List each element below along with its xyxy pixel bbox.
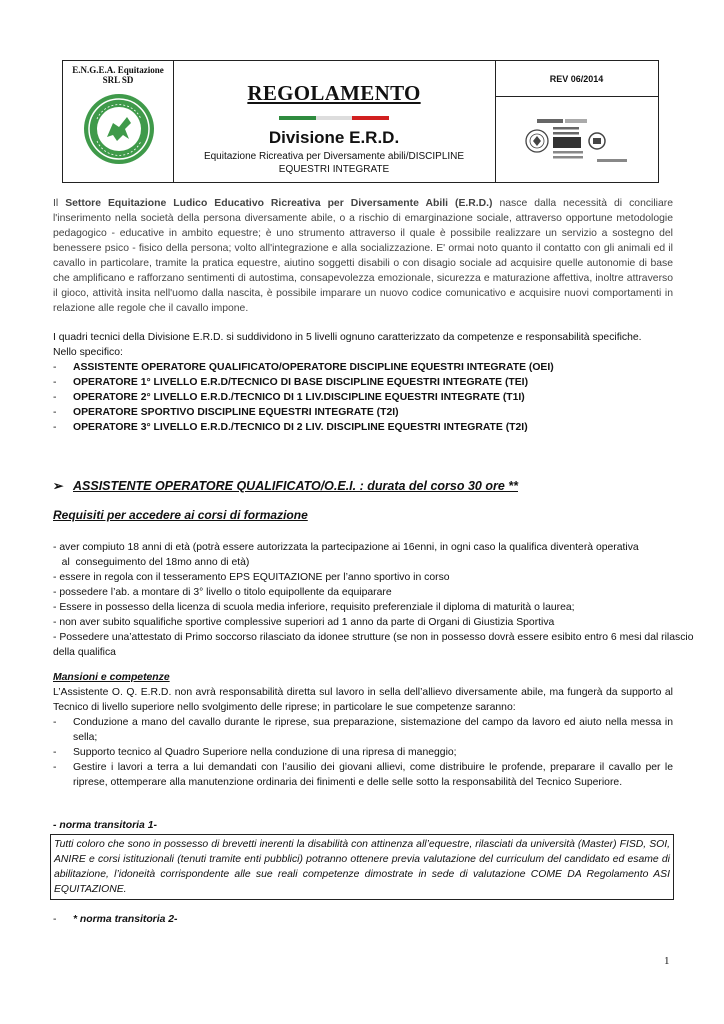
level-item: - ASSISTENTE OPERATORE QUALIFICATO/OPERATORE DISCIPLINE EQUESTRI INTEGRATE (OEI) xyxy=(53,360,673,375)
requirement-item: - Possedere una’attestato di Primo soccorso rilasciato da idonee strutture (se non in possesso dovrà essere esibito entro 6 mesi dal rilascio della qualifica xyxy=(53,632,694,658)
arrow-bullet-icon: ➢ xyxy=(53,479,64,493)
revision-cell xyxy=(495,61,658,182)
norm-1-box: Tutti coloro che sono in possesso di brevetti inerenti la disabilità con attinenza all’equestre, rilasciati da università (Master) FISD, SOI, ANIRE e corsi istituzionali (tenuti tramite enti pubblici) potranno ottenere previa valutazione del curriculum del candidato ed esame di abilitazione, l’idoneità corrispondente alle sue reali competenze dimostrate in sede di valutazione COME DA Regolamento ASI EQUITAZIONE. xyxy=(50,834,674,900)
revision-divider xyxy=(495,96,658,97)
org-name xyxy=(63,65,173,85)
norm-2-heading: * norma transitoria 2- xyxy=(73,914,178,925)
requirement-item: al conseguimento del 18mo anno di età) xyxy=(53,557,250,568)
levels-specific: Nello specifico: xyxy=(53,347,123,358)
duties-section xyxy=(53,670,673,790)
italian-flag-line xyxy=(279,116,389,120)
division-description: Equitazione Ricreativa per Diversamente abili/DISCIPLINE EQUESTRI INTEGRATE xyxy=(203,151,465,175)
levels-text: I quadri tecnici della Divisione E.R.D. si suddividono in 5 livelli ognuno caratterizzato da competenze e responsabilità specifiche. xyxy=(53,332,642,343)
levels-section xyxy=(53,330,673,435)
section-title: ASSISTENTE OPERATORE QUALIFICATO/O.E.I. : durata del corso 30 ore ** xyxy=(73,479,518,493)
levels-list xyxy=(53,360,673,435)
flag-green xyxy=(279,116,316,120)
requirement-item: - essere in regola con il tesseramento EPS EQUITAZIONE per l’anno sportivo in corso xyxy=(53,572,450,583)
org-line-2: SRL SD xyxy=(102,75,134,85)
page-number: 1 xyxy=(664,955,670,967)
duty-item: - Gestire i lavori a terra a lui demandati con l’ausilio dei giovani allievi, come distribuire le profende, preparare il cavallo per le riprese, ottemperare alla manutenzione ordinaria dei finimenti e delle selle sotto la responsabilità del Tecnico Superiore. xyxy=(53,760,673,790)
rina-certified-icon xyxy=(523,117,633,165)
document-title: REGOLAMENTO xyxy=(247,81,421,105)
division-subtitle: Divisione E.R.D. xyxy=(268,128,400,147)
level-item: - OPERATORE 2° LIVELLO E.R.D./TECNICO DI 1 LIV.DISCIPLINE EQUESTRI INTEGRATE (T1I) xyxy=(53,390,673,405)
level-item: - OPERATORE 1° LIVELLO E.R.D/TECNICO DI BASE DISCIPLINE EQUESTRI INTEGRATE (TEI) xyxy=(53,375,673,390)
flag-red xyxy=(352,116,389,120)
org-line-1: E.N.G.E.A. Equitazione xyxy=(72,65,164,75)
org-cell xyxy=(63,61,174,182)
intro-prefix: Il xyxy=(53,198,66,209)
requirement-item: - non aver subito squalifiche sportive complessive superiori ad 1 anno da parte di Organi di Giustizia Sportiva xyxy=(53,617,555,628)
duties-heading: Mansioni e competenze xyxy=(53,672,170,683)
norm-2-dash: - xyxy=(53,914,57,925)
requirement-item: - aver compiuto 18 anni di età (potrà essere autorizzata la partecipazione ai 16enni, in ogni caso la qualifica diventerà operativa xyxy=(53,542,639,553)
guide-equestri-logo-icon xyxy=(83,93,155,165)
norm-1-heading: - norma transitoria 1- xyxy=(53,820,157,831)
requirement-item: - Essere in possesso della licenza di scuola media inferiore, requisito preferenziale il diploma di maturità o laurea; xyxy=(53,602,575,613)
revision-label: REV 06/2014 xyxy=(549,74,604,84)
duty-item: - Conduzione a mano del cavallo durante le riprese, sua preparazione, sistemazione del campo da lavoro ed aiuto nella messa in sella; xyxy=(53,715,673,745)
intro-paragraph xyxy=(53,196,673,316)
norm-2-line xyxy=(53,912,673,927)
level-item: - OPERATORE SPORTIVO DISCIPLINE EQUESTRI INTEGRATE (T2I) xyxy=(53,405,673,420)
duty-item: - Supporto tecnico al Quadro Superiore nella conduzione di una ripresa di maneggio; xyxy=(53,745,673,760)
document-header xyxy=(62,60,659,183)
requirements-list xyxy=(53,540,703,660)
flag-white xyxy=(316,116,353,120)
intro-text: nasce dalla necessità di conciliare l'inserimento nella società della persona diversamente abile, o a rischio di emarginazione sociale, attraverso opportune metodologie pedagogico - educative in ambito equestre; è uno strumento attraverso il quale è possibile realizzare un servizio a sostegno del benessere psico - fisico della persona; volto all'integrazione e alla socializzazione. E' ormai noto quanto il contatto con gli animali ed il cavallo in particolare, tramite la pratica equestre, aiutino soggetti disabili o con disagio sociale ad acquisire quelle autonomie di base che amplificano e rafforzano sentimenti di autostima, consapevolezza emozionale, sicurezza e maturazione affettiva, inoltre attraverso il gioco, attività insita nell'uomo dalla nascita, è possibile imparare un nuovo codice comunicativo e acquisire nuovi comportamenti in relazione alle regole che il cavallo impone. xyxy=(53,198,673,314)
requirement-item: - possedere l’ab. a montare di 3° livello o titolo equipollente da equiparare xyxy=(53,587,392,598)
requirements-heading: Requisiti per accedere ai corsi di formazione xyxy=(53,508,308,522)
level-item: - OPERATORE 3° LIVELLO E.R.D./TECNICO DI 2 LIV. DISCIPLINE EQUESTRI INTEGRATE (T2I) xyxy=(53,420,673,435)
intro-bold-title: Settore Equitazione Ludico Educativo Ricreativa per Diversamente Abili (E.R.D.) xyxy=(65,198,493,209)
section-heading xyxy=(53,478,518,493)
duties-intro: L’Assistente O. Q. E.R.D. non avrà responsabilità diretta sul lavoro in sella dell’allievo diversamente abile, ma fungerà da supporto al Tecnico di livello superiore nello svolgimento delle riprese; in particolare le sue competenze saranno: xyxy=(53,687,673,713)
title-cell xyxy=(173,61,496,182)
